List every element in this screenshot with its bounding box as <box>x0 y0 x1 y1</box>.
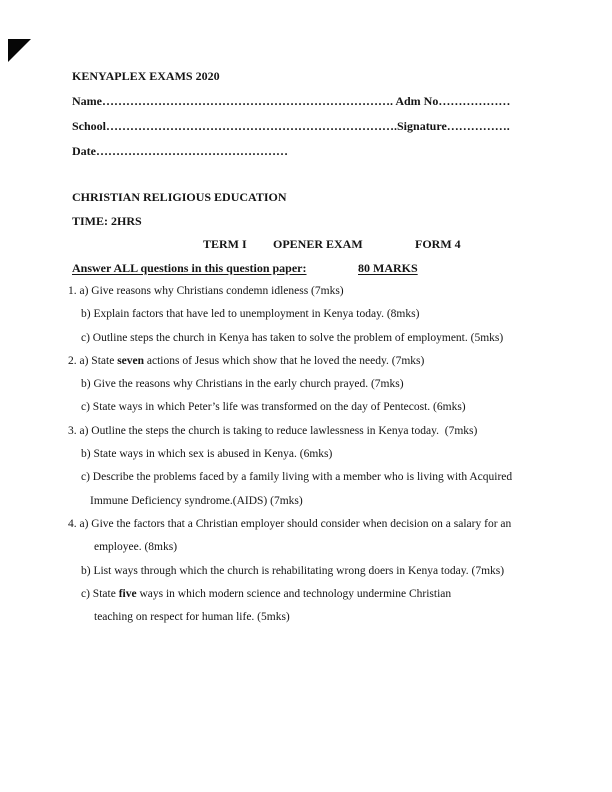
question-line: 1. a) Give reasons why Christians condemn idleness (7mks) <box>68 285 344 297</box>
exam-board-title: KENYAPLEX EXAMS 2020 <box>72 69 220 83</box>
time-allowed: TIME: 2HRS <box>72 214 142 228</box>
page-corner-mark <box>8 39 31 62</box>
instruction-row <box>0 261 612 277</box>
question-line: 2. a) State seven actions of Jesus which show that he loved the needy. (7mks) <box>68 354 425 367</box>
date-line: Date………………………………………… <box>72 144 288 158</box>
exam-type-label: OPENER EXAM <box>273 237 363 251</box>
subject-title: CHRISTIAN RELIGIOUS EDUCATION <box>72 190 287 204</box>
form-label: FORM 4 <box>415 237 461 251</box>
question-line: c) State five ways in which modern science and technology undermine Christian <box>81 587 452 600</box>
question-list <box>68 280 588 629</box>
total-marks: 80 MARKS <box>358 261 418 275</box>
question-line: teaching on respect for human life. (5mks) <box>94 611 290 624</box>
instruction-text: Answer ALL questions in this question paper: <box>72 261 307 275</box>
question-line: c) Outline steps the church in Kenya has taken to solve the problem of employment. (5mks) <box>81 331 504 344</box>
term-row <box>0 237 612 253</box>
question-line: b) Explain factors that have led to unemployment in Kenya today. (8mks) <box>81 308 420 321</box>
question-line: c) State ways in which Peter’s life was transformed on the day of Pentecost. (6mks) <box>81 401 466 414</box>
question-line: 4. a) Give the factors that a Christian employer should consider when decision on a salary for an <box>68 517 512 530</box>
question-line: Immune Deficiency syndrome.(AIDS) (7mks) <box>90 494 303 507</box>
question-line: c) Describe the problems faced by a family living with a member who is living with Acquired <box>81 471 513 484</box>
question-line: 3. a) Outline the steps the church is taking to reduce lawlessness in Kenya today. (7mks) <box>68 424 478 437</box>
question-line: b) Give the reasons why Christians in the early church prayed. (7mks) <box>81 378 404 391</box>
name-admno-line: Name………………………………………………………………. Adm No……………… <box>72 94 511 108</box>
term-label: TERM I <box>203 237 247 251</box>
school-signature-line: School……………………………………………………………….Signature……………. <box>72 119 510 133</box>
question-line: b) List ways through which the church is rehabilitating wrong doers in Kenya today. (7mks) <box>81 564 505 577</box>
question-line: b) State ways in which sex is abused in Kenya. (6mks) <box>81 448 333 461</box>
question-line: employee. (8mks) <box>94 541 178 554</box>
